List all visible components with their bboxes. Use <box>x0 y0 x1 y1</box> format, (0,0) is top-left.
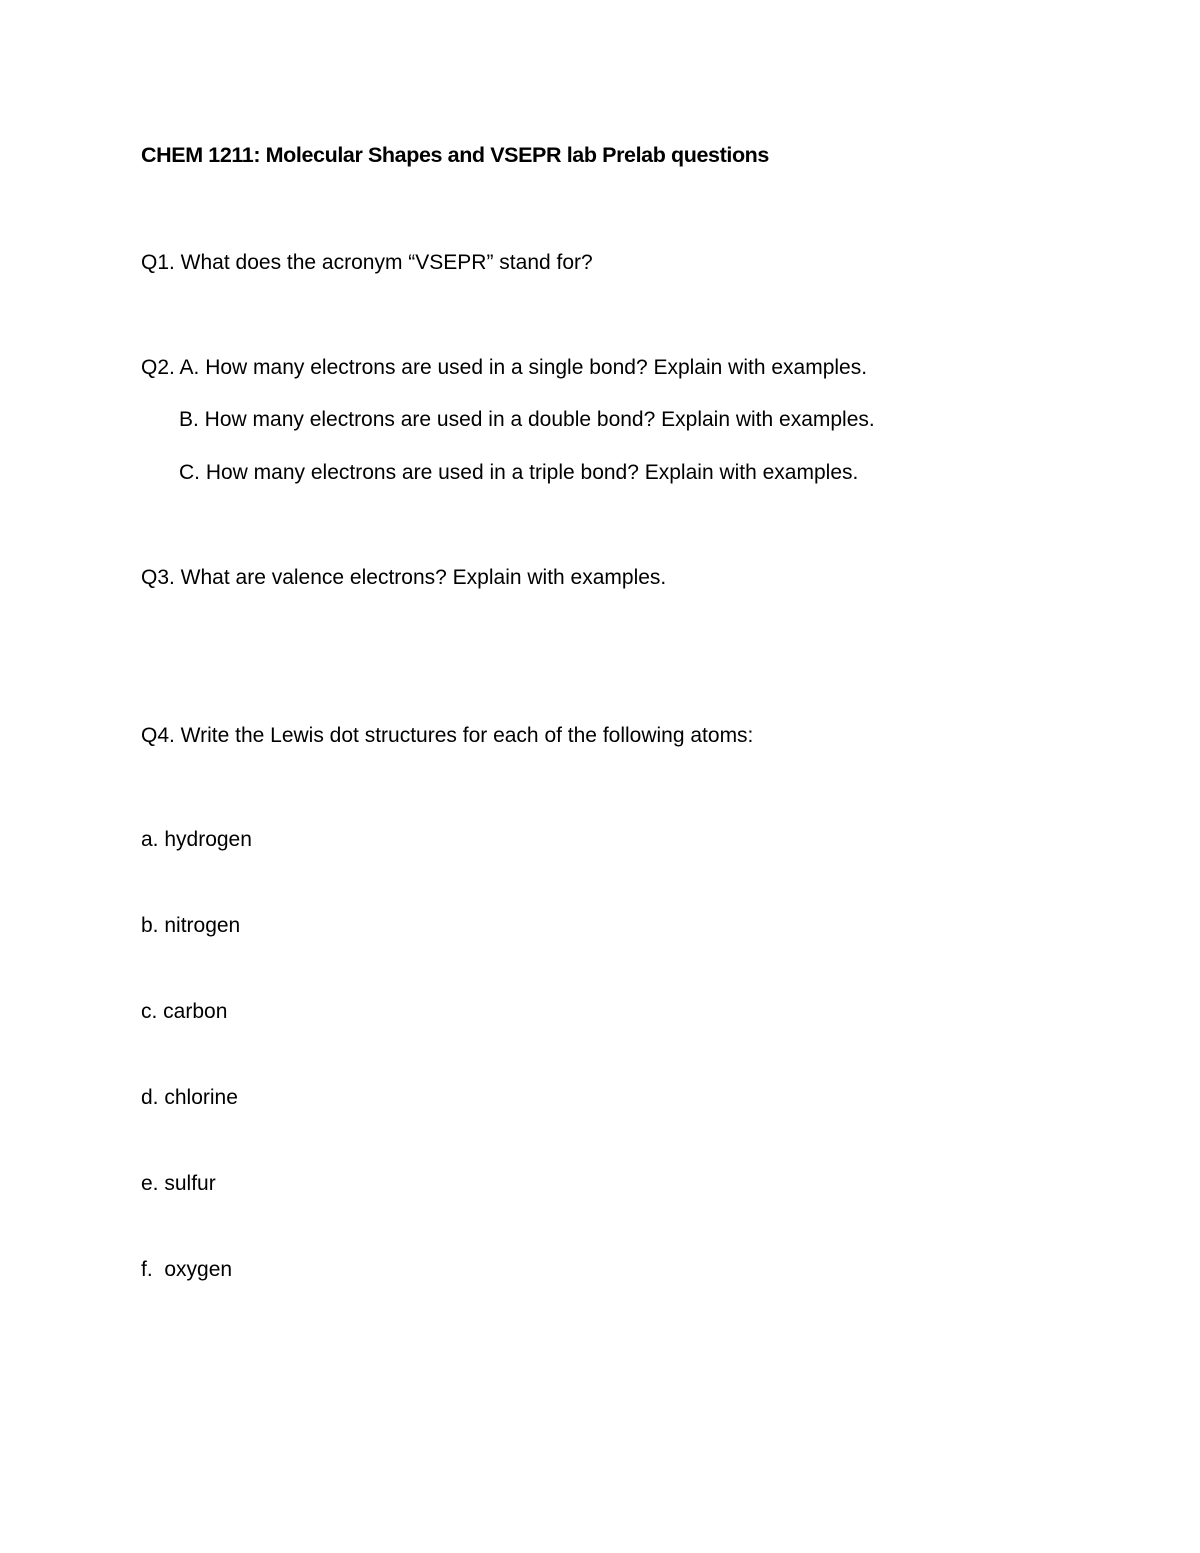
question-2c: C. How many electrons are used in a triple bond? Explain with examples. <box>179 461 859 484</box>
question-2a: Q2. A. How many electrons are used in a single bond? Explain with examples. <box>141 356 868 379</box>
atom-item-chlorine: d. chlorine <box>141 1086 238 1109</box>
atom-item-oxygen: f. oxygen <box>141 1258 233 1281</box>
document-title: CHEM 1211: Molecular Shapes and VSEPR lab Prelab questions <box>141 143 769 167</box>
atom-item-nitrogen: b. nitrogen <box>141 914 241 937</box>
atom-item-carbon: c. carbon <box>141 1000 228 1023</box>
atom-item-sulfur: e. sulfur <box>141 1172 216 1195</box>
question-2b: B. How many electrons are used in a double bond? Explain with examples. <box>179 408 875 431</box>
question-3: Q3. What are valence electrons? Explain with examples. <box>141 566 667 589</box>
question-4-prompt: Q4. Write the Lewis dot structures for each of the following atoms: <box>141 724 754 747</box>
atom-item-hydrogen: a. hydrogen <box>141 828 252 851</box>
question-1: Q1. What does the acronym “VSEPR” stand for? <box>141 251 593 274</box>
